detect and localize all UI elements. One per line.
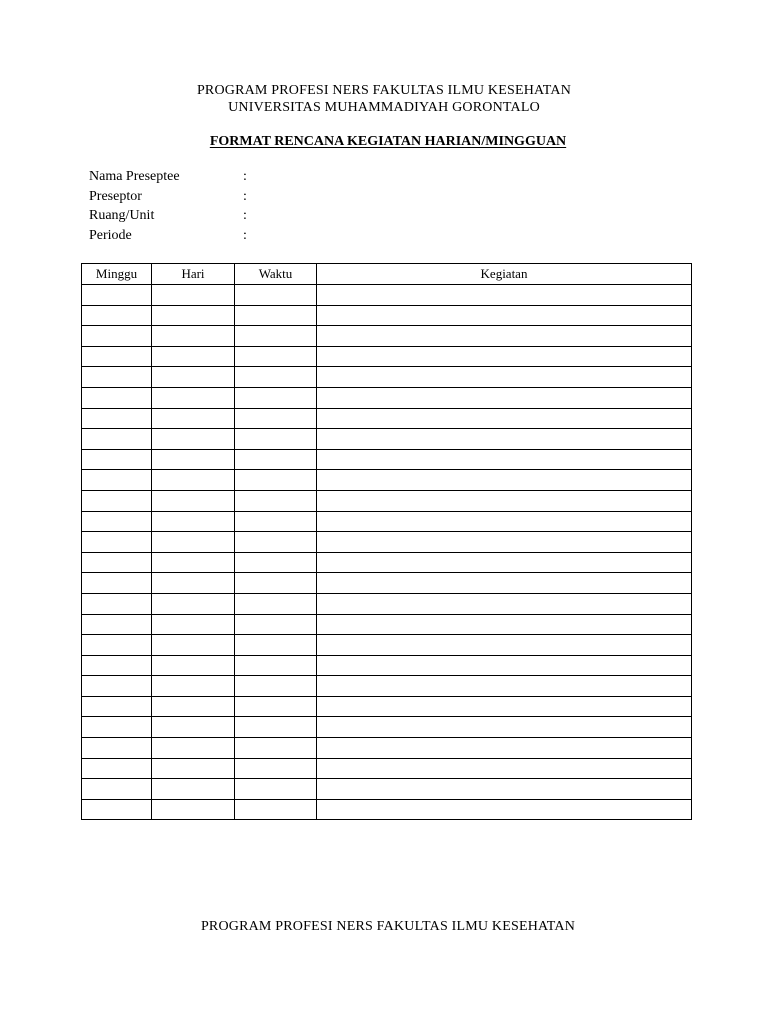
table-row [82, 387, 692, 408]
document-title [0, 133, 768, 150]
table-cell-hari [152, 696, 235, 717]
table-row [82, 779, 692, 800]
table-cell-kegiatan [317, 552, 692, 573]
table-row [82, 470, 692, 491]
table-cell-hari [152, 346, 235, 367]
column-header-kegiatan: Kegiatan [317, 264, 692, 285]
table-cell-kegiatan [317, 614, 692, 635]
table-cell-waktu [235, 429, 317, 450]
table-row [82, 696, 692, 717]
table-cell-waktu [235, 449, 317, 470]
field-label: Preseptor [89, 188, 142, 204]
table-cell-minggu [82, 676, 152, 697]
table-cell-minggu [82, 738, 152, 759]
document-footer: PROGRAM PROFESI NERS FAKULTAS ILMU KESEHATAN [200, 919, 576, 934]
field-label: Nama Preseptee [89, 169, 180, 184]
table-cell-minggu [82, 532, 152, 553]
table-cell-kegiatan [317, 326, 692, 347]
table-cell-hari [152, 614, 235, 635]
schedule-table [81, 263, 692, 820]
column-header-minggu: Minggu [82, 264, 152, 285]
table-cell-kegiatan [317, 779, 692, 800]
table-cell-kegiatan [317, 490, 692, 511]
table-cell-minggu [82, 449, 152, 470]
table-cell-minggu [82, 346, 152, 367]
table-cell-hari [152, 511, 235, 532]
table-cell-minggu [82, 696, 152, 717]
table-cell-minggu [82, 285, 152, 306]
table-row [82, 676, 692, 697]
table-row [82, 573, 692, 594]
table-cell-hari [152, 573, 235, 594]
field-colon: : [243, 208, 247, 223]
column-header-waktu: Waktu [235, 264, 317, 285]
table-cell-waktu [235, 573, 317, 594]
table-row [82, 635, 692, 656]
table-row [82, 326, 692, 347]
table-cell-kegiatan [317, 346, 692, 367]
table-cell-waktu [235, 635, 317, 656]
table-cell-waktu [235, 799, 317, 820]
table-cell-minggu [82, 635, 152, 656]
table-cell-kegiatan [317, 696, 692, 717]
table-cell-kegiatan [317, 573, 692, 594]
table-cell-waktu [235, 532, 317, 553]
table-cell-waktu [235, 490, 317, 511]
table-cell-hari [152, 738, 235, 759]
table-cell-waktu [235, 717, 317, 738]
document-title-text: FORMAT RENCANA KEGIATAN HARIAN/MINGGUAN [209, 134, 567, 149]
table-cell-minggu [82, 387, 152, 408]
table-row [82, 614, 692, 635]
table-row [82, 738, 692, 759]
table-cell-minggu [82, 717, 152, 738]
column-header-hari: Hari [152, 264, 235, 285]
table-cell-hari [152, 490, 235, 511]
table-cell-minggu [82, 429, 152, 450]
field-label: Periode [89, 227, 132, 243]
table-cell-waktu [235, 779, 317, 800]
table-cell-hari [152, 429, 235, 450]
table-cell-hari [152, 635, 235, 656]
table-cell-kegiatan [317, 717, 692, 738]
table-cell-minggu [82, 655, 152, 676]
table-cell-waktu [235, 367, 317, 388]
table-cell-hari [152, 779, 235, 800]
table-cell-kegiatan [317, 655, 692, 676]
table-row [82, 799, 692, 820]
table-cell-kegiatan [317, 387, 692, 408]
table-cell-hari [152, 470, 235, 491]
schedule-table-body [82, 285, 692, 820]
table-cell-hari [152, 449, 235, 470]
table-cell-minggu [82, 408, 152, 429]
table-cell-waktu [235, 408, 317, 429]
table-cell-waktu [235, 346, 317, 367]
table-row [82, 367, 692, 388]
table-cell-hari [152, 799, 235, 820]
table-row [82, 346, 692, 367]
table-cell-waktu [235, 305, 317, 326]
table-cell-minggu [82, 511, 152, 532]
table-cell-kegiatan [317, 676, 692, 697]
table-cell-minggu [82, 470, 152, 491]
field-colon: : [243, 188, 247, 204]
table-cell-kegiatan [317, 758, 692, 779]
table-row [82, 305, 692, 326]
table-cell-hari [152, 408, 235, 429]
table-cell-kegiatan [317, 593, 692, 614]
table-row [82, 532, 692, 553]
table-cell-waktu [235, 511, 317, 532]
table-row [82, 511, 692, 532]
table-cell-hari [152, 305, 235, 326]
table-cell-kegiatan [317, 367, 692, 388]
table-cell-hari [152, 655, 235, 676]
table-cell-minggu [82, 326, 152, 347]
table-cell-waktu [235, 593, 317, 614]
table-cell-minggu [82, 573, 152, 594]
field-colon: : [243, 227, 247, 243]
table-cell-minggu [82, 552, 152, 573]
table-cell-minggu [82, 367, 152, 388]
table-cell-kegiatan [317, 429, 692, 450]
table-cell-hari [152, 367, 235, 388]
table-cell-waktu [235, 326, 317, 347]
table-cell-waktu [235, 285, 317, 306]
table-cell-minggu [82, 779, 152, 800]
table-row [82, 429, 692, 450]
table-row [82, 593, 692, 614]
table-cell-minggu [82, 799, 152, 820]
table-cell-waktu [235, 738, 317, 759]
table-row [82, 408, 692, 429]
table-cell-waktu [235, 676, 317, 697]
table-cell-hari [152, 387, 235, 408]
table-cell-waktu [235, 696, 317, 717]
table-cell-hari [152, 758, 235, 779]
header-line-university: UNIVERSITAS MUHAMMADIYAH GORONTALO [228, 100, 540, 115]
table-row [82, 655, 692, 676]
table-cell-waktu [235, 387, 317, 408]
table-cell-minggu [82, 305, 152, 326]
table-cell-kegiatan [317, 449, 692, 470]
table-header-row [82, 264, 692, 285]
document-header [0, 82, 768, 116]
table-row [82, 717, 692, 738]
table-cell-minggu [82, 490, 152, 511]
table-cell-kegiatan [317, 738, 692, 759]
table-cell-hari [152, 285, 235, 306]
table-cell-kegiatan [317, 511, 692, 532]
table-cell-waktu [235, 552, 317, 573]
table-row [82, 490, 692, 511]
table-cell-waktu [235, 614, 317, 635]
table-cell-kegiatan [317, 532, 692, 553]
table-cell-kegiatan [317, 799, 692, 820]
table-cell-hari [152, 552, 235, 573]
table-cell-kegiatan [317, 285, 692, 306]
table-cell-waktu [235, 758, 317, 779]
table-cell-minggu [82, 758, 152, 779]
table-row [82, 449, 692, 470]
table-cell-hari [152, 532, 235, 553]
table-cell-kegiatan [317, 305, 692, 326]
table-cell-waktu [235, 470, 317, 491]
field-colon: : [243, 169, 247, 184]
table-row [82, 552, 692, 573]
table-cell-hari [152, 717, 235, 738]
table-cell-kegiatan [317, 635, 692, 656]
table-cell-kegiatan [317, 470, 692, 491]
table-row [82, 758, 692, 779]
table-cell-minggu [82, 593, 152, 614]
table-cell-hari [152, 593, 235, 614]
header-line-institution-program: PROGRAM PROFESI NERS FAKULTAS ILMU KESEHATAN [196, 83, 572, 98]
field-label: Ruang/Unit [89, 208, 155, 223]
table-cell-kegiatan [317, 408, 692, 429]
table-cell-waktu [235, 655, 317, 676]
table-row [82, 285, 692, 306]
table-cell-minggu [82, 614, 152, 635]
table-cell-hari [152, 676, 235, 697]
table-cell-hari [152, 326, 235, 347]
